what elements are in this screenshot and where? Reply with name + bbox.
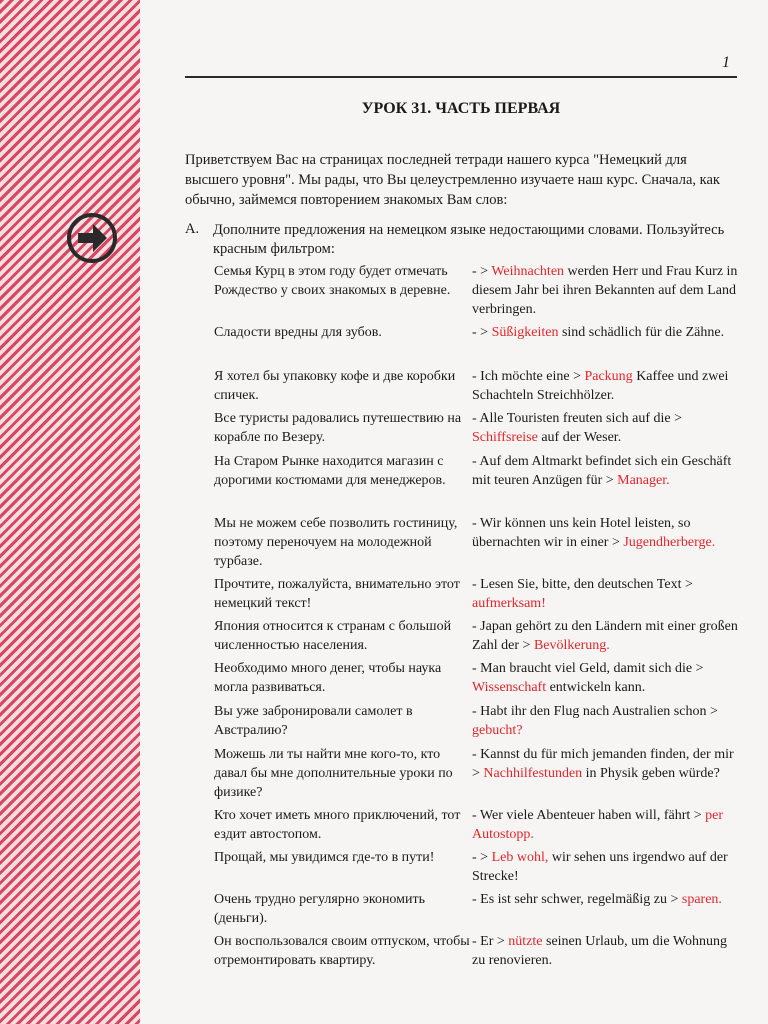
russian-sentence: Мы не можем себе позволить гостиницу, поэтому переночуем на молодежной турбазе. [214, 516, 458, 569]
german-text-before: - Wir können uns kein Hotel leisten, so übernachten wir in einer > [472, 516, 691, 550]
german-text-after: wir sehen uns irgendwo auf der Strecke! [472, 850, 728, 884]
russian-sentence: Вы уже забронировали самолет в Австралию? [214, 704, 413, 738]
german-sentence [472, 575, 742, 613]
german-text-before: - Er > [472, 934, 509, 949]
answer-word: Bevölkerung. [533, 638, 610, 653]
german-text-before: - Man braucht viel Geld, damit sich die > [472, 661, 704, 676]
answer-word: aufmerksam! [472, 596, 546, 611]
russian-sentence: Прочтите, пожалуйста, внимательно этот немецкий текст! [214, 577, 460, 611]
russian-sentence: Япония относится к странам с большой численностью населения. [214, 619, 452, 653]
russian-sentence: Прощай, мы увидимся где-то в пути! [214, 850, 435, 865]
answer-word: Schiffsreise [472, 430, 538, 445]
page-title: УРОК 31. ЧАСТЬ ПЕРВАЯ [361, 100, 561, 117]
page-number: 1 [722, 54, 730, 71]
german-sentence [472, 367, 742, 405]
german-text-after: seinen Urlaub, um die Wohnung zu renovieren. [472, 934, 727, 968]
russian-sentence: Можешь ли ты найти мне кого-то, кто давал бы мне дополнительные уроки по физике? [214, 747, 453, 800]
answer-word: Jugendherberge. [623, 535, 716, 550]
russian-sentence: Сладости вредны для зубов. [214, 325, 382, 340]
german-text-before: - Habt ihr den Flug nach Australien schon > [472, 704, 718, 719]
answer-word: Wissenschaft [472, 680, 547, 695]
german-text-after: in Physik geben würde? [582, 766, 720, 781]
german-text-after: auf der Weser. [537, 430, 622, 445]
answer-word: sparen. [681, 892, 722, 907]
german-sentence [472, 932, 742, 970]
german-sentence [472, 702, 742, 740]
answer-word: Leb wohl, [491, 850, 549, 865]
answer-word: Süßigkeiten [491, 325, 559, 340]
german-text-before: - > [472, 264, 492, 279]
german-text-before: - Auf dem Altmarkt befindet sich ein Geschäft mit teuren Anzügen für > [472, 454, 732, 488]
russian-sentence: Кто хочет иметь много приключений, тот ездит автостопом. [214, 808, 461, 842]
german-text-before: - Es ist sehr schwer, regelmäßig zu > [472, 892, 682, 907]
german-text-before: - Wer viele Abenteuer haben will, fährt > [472, 808, 706, 823]
header-rule [185, 76, 737, 78]
german-sentence [472, 745, 742, 783]
german-text-before: - Kannst du für mich jemanden finden, der mir > [472, 747, 734, 781]
task-instruction: Дополните предложения на немецком языке недостающими словами. Пользуйтесь красным фильтром: [213, 222, 725, 257]
german-sentence [472, 848, 742, 886]
german-sentence [472, 409, 742, 447]
russian-sentence: Я хотел бы упаковку кофе и две коробки спичек. [214, 369, 456, 403]
russian-sentence: Он воспользовался своим отпуском, чтобы отремонтировать квартиру. [214, 934, 470, 968]
russian-sentence: Необходимо много денег, чтобы наука могла развиваться. [214, 661, 442, 695]
russian-sentence: На Старом Рынке находится магазин с дорогими костюмами для менеджеров. [214, 454, 446, 488]
german-sentence [472, 890, 742, 909]
german-sentence [472, 806, 742, 844]
german-sentence [472, 262, 742, 319]
arrow-right-icon [66, 212, 118, 264]
german-sentence [472, 617, 742, 655]
german-text-after: sind schädlich für die Zähne. [558, 325, 725, 340]
russian-sentence: Семья Курц в этом году будет отмечать Рождество у своих знакомых в деревне. [214, 264, 451, 298]
german-text-before: - > [472, 325, 492, 340]
german-sentence [472, 323, 742, 342]
german-text-after: entwickeln kann. [546, 680, 646, 695]
german-text-before: - Japan gehört zu den Ländern mit einer großen Zahl der > [472, 619, 738, 653]
russian-sentence: Все туристы радовались путешествию на корабле по Везеру. [214, 411, 462, 445]
answer-word: per Autostopp. [472, 808, 724, 842]
answer-word: Packung [584, 369, 633, 384]
decorative-stripe [0, 0, 140, 1024]
answer-word: nützte [508, 934, 543, 949]
german-text-after: werden Herr und Frau Kurz in diesem Jahr bei ihren Bekannten auf dem Land verbringen. [472, 264, 738, 317]
answer-word: Manager. [617, 473, 670, 488]
answer-word: Weihnachten [491, 264, 565, 279]
german-text-before: - Lesen Sie, bitte, den deutschen Text > [472, 577, 693, 592]
german-sentence [472, 514, 742, 552]
german-text-after: Kaffee und zwei Schachteln Streichhölzer. [472, 369, 729, 403]
russian-sentence: Очень трудно регулярно экономить (деньги). [214, 892, 426, 926]
answer-word: Nachhilfestunden [483, 766, 583, 781]
german-sentence [472, 659, 742, 697]
section-letter: A. [185, 221, 200, 237]
german-sentence [472, 452, 742, 490]
german-text-before: - Ich möchte eine > [472, 369, 585, 384]
german-text-before: - Alle Touristen freuten sich auf die > [472, 411, 682, 426]
intro-text: Приветствуем Вас на страницах последней тетради нашего курса "Немецкий для высшего уровня". Мы рады, что Вы целеустремленно изучаете наш курс. Сначала, как обычно, займемся повторением знакомых Вам слов: [185, 152, 720, 208]
german-text-before: - > [472, 850, 492, 865]
answer-word: gebucht? [472, 723, 523, 738]
